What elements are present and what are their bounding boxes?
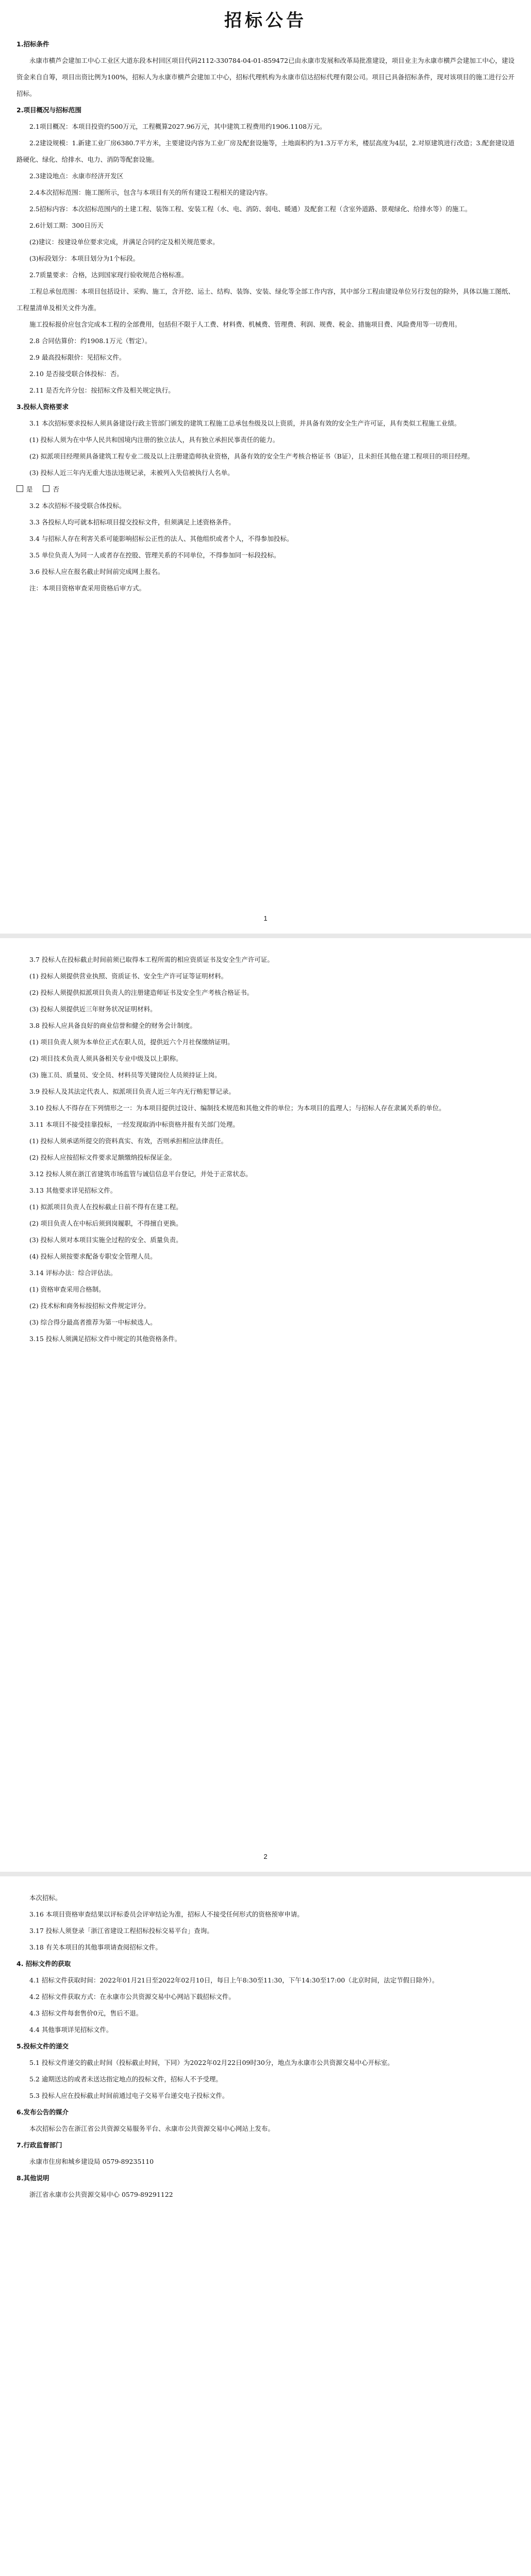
contracting-scope: 工程总承包范围：本项目包括设计、采购、施工，含开挖、运土、结构、装饰、安装、绿化等全部工作内容，其中部分工程由建设单位另行发包的除外，具体以施工图纸、工程量清单及相关文件为准。 xyxy=(16,287,515,312)
tender-scope: 2.4本次招标范围：施工图所示，包含与本项目有关的所有建设工程相关的建设内容。 xyxy=(29,189,272,196)
paragraph-line: 3.18 有关本项目的其他事项请查阅招标文件。 xyxy=(29,1943,162,1951)
estimated-contract-price: 2.8 合同估算价：约1908.1万元（暂定）。 xyxy=(29,337,152,345)
joint-bid: 2.10 是否接受联合体投标：否。 xyxy=(29,370,123,378)
section-3-heading: 3.投标人资格要求 xyxy=(16,403,69,411)
max-bid-price: 2.9 最高投标限价：见招标文件。 xyxy=(29,353,126,361)
paragraph-line: (3) 施工员、质量员、安全员、材料员等关键岗位人员须持证上岗。 xyxy=(29,1071,221,1079)
page-1-content xyxy=(16,8,515,597)
section-8-heading: 8.其他说明 xyxy=(16,2174,49,2182)
lot-division: (3)标段划分：本项目划分为1个标段。 xyxy=(29,255,140,262)
section-7-line: 永康市住房和城乡建设局 0579-89235110 xyxy=(29,2158,154,2165)
paragraph-line: 3.12 投标人须在浙江省建筑市场监管与诚信信息平台登记，并处于正常状态。 xyxy=(29,1170,252,1178)
page-number: 1 xyxy=(263,914,268,922)
construction-suggestion: (2)建议：按建设单位要求完成，并满足合同约定及相关规范要求。 xyxy=(29,238,219,246)
paragraph-line: (2) 项目负责人在中标后须到岗履职，不得擅自更换。 xyxy=(29,1219,182,1227)
paragraph-line: (1) 投标人须承诺所提交的资料真实、有效，否则承担相应法律责任。 xyxy=(29,1137,228,1145)
planned-duration: 2.6计划工期：300日历天 xyxy=(29,222,104,229)
paragraph-line: 3.17 投标人须登录「浙江省建设工程招标投标交易平台」查询。 xyxy=(29,1927,213,1935)
qualification-item-2: (2) 拟派项目经理须具备建筑工程专业二级及以上注册建造师执业资格，具备有效的安全生产考核合格证书（B证），且未担任其他在建工程项目的项目经理。 xyxy=(29,452,474,460)
yes-checkbox[interactable] xyxy=(16,485,23,492)
paragraph-line: 3.14 评标办法：综合评估法。 xyxy=(29,1269,117,1277)
paragraph-line: (3) 综合得分最高者推荐为第一中标候选人。 xyxy=(29,1318,157,1326)
section-8-line: 浙江省永康市公共资源交易中心 0579-89291122 xyxy=(29,2191,173,2198)
paragraph-line: 3.13 其他要求详见招标文件。 xyxy=(29,1187,117,1194)
page-3-content xyxy=(16,1890,515,2203)
qualification-3-5: 3.5 单位负责人为同一人或者存在控股、管理关系的不同单位，不得参加同一标段投标。 xyxy=(29,551,280,559)
qualification-3-3: 3.3 各投标人均可就本招标项目提交投标文件，但须满足上述资格条件。 xyxy=(29,518,235,526)
section-6-line: 本次招标公告在浙江省公共资源交易服务平台、永康市公共资源交易中心网站上发布。 xyxy=(29,2125,275,2132)
paragraph-line: (2) 技术标和商务标按招标文件规定评分。 xyxy=(29,1302,151,1310)
tender-content: 2.5招标内容：本次招标范围内的土建工程、装饰工程、安装工程（水、电、消防、弱电、暖通）及配套工程（含室外道路、景观绿化、给排水等）的施工。 xyxy=(29,205,472,213)
note: 注：本项目资格审查采用资格后审方式。 xyxy=(29,584,146,592)
section-4-heading: 4. 招标文件的获取 xyxy=(16,1960,71,1968)
paragraph-line: (4) 投标人须按要求配备专职安全管理人员。 xyxy=(29,1252,157,1260)
section-8-lines xyxy=(16,2187,515,2203)
paragraph-line: (2) 项目技术负责人须具备相关专业中级及以上职称。 xyxy=(29,1055,182,1062)
section-6-heading: 6.发布公告的媒介 xyxy=(16,2108,69,2116)
qualification-3-4: 3.4 与招标人存在利害关系可能影响招标公正性的法人、其他组织或者个人，不得参加投标。 xyxy=(29,535,293,543)
qualification-3-6: 3.6 投标人应在报名截止时间前完成网上报名。 xyxy=(29,568,164,575)
section-5-lines xyxy=(16,2055,515,2104)
section-7-lines xyxy=(16,2154,515,2170)
section-4-line: 4.4 其他事项详见招标文件。 xyxy=(29,2026,113,2033)
page-1 xyxy=(0,0,531,934)
bid-price-scope: 施工投标报价应包含完成本工程的全部费用，包括但不限于人工费、材料费、机械费、管理费、利润、规费、税金、措施项目费、风险费用等一切费用。 xyxy=(29,320,461,328)
paragraph-line: 3.11 本项目不接受挂靠投标，一经发现取消中标资格并报有关部门处理。 xyxy=(29,1121,239,1128)
paragraph-line: (2) 投标人须提供拟派项目负责人的注册建造师证书及安全生产考核合格证书。 xyxy=(29,989,254,996)
paragraph-line: (1) 投标人须提供营业执照、资质证书、安全生产许可证等证明材料。 xyxy=(29,972,228,980)
section-1-heading: 1.招标条件 xyxy=(16,40,49,48)
paragraph-line: (3) 投标人须对本项目实施全过程的安全、质量负责。 xyxy=(29,1236,182,1244)
no-checkbox[interactable] xyxy=(43,485,49,492)
qualification-item-3: (3) 投标人近三年内无重大违法违规记录，未被列入失信被执行人名单。 xyxy=(29,469,234,477)
page-2 xyxy=(0,938,531,1872)
no-label: 否 xyxy=(53,485,59,493)
project-overview: 2.1项目概况：本项目投资约500万元，工程概算2027.96万元，其中建筑工程费用约1906.1108万元。 xyxy=(29,123,326,130)
paragraph-line: (1) 资格审查采用合格制。 xyxy=(29,1285,105,1293)
page-number: 2 xyxy=(263,1853,268,1860)
section-7-heading: 7.行政监督部门 xyxy=(16,2141,62,2149)
qualification-3-2: 3.2 本次招标不接受联合体投标。 xyxy=(29,502,126,510)
page-divider xyxy=(0,934,531,938)
paragraph-line: (3) 投标人须提供近三年财务状况证明材料。 xyxy=(29,1005,157,1013)
yes-label: 是 xyxy=(26,485,33,493)
paragraph-line: 本次招标。 xyxy=(29,1894,62,1902)
section-4-lines xyxy=(16,1972,515,2038)
page-divider xyxy=(0,1872,531,1876)
paragraph-line: 3.8 投标人应具备良好的商业信誉和健全的财务会计制度。 xyxy=(29,1022,196,1029)
paragraph-line: 3.16 本项目资格审查结果以评标委员会评审结论为准，招标人不接受任何形式的资格预审申请。 xyxy=(29,1910,304,1918)
document-title: 招标公告 xyxy=(224,10,307,31)
paragraph-line: 3.7 投标人在投标截止时间前须已取得本工程所需的相应资质证书及安全生产许可证。 xyxy=(29,956,274,963)
section-6-lines xyxy=(16,2121,515,2137)
paragraph-line: 3.15 投标人须满足招标文件中规定的其他资格条件。 xyxy=(29,1335,181,1343)
qualification-item-1: (1) 投标人须为在中华人民共和国境内注册的独立法人，具有独立承担民事责任的能力。 xyxy=(29,436,279,444)
joint-bid-choice xyxy=(16,481,515,498)
paragraph-line: (1) 项目负责人须为本单位正式在职人员，提供近六个月社保缴纳证明。 xyxy=(29,1038,234,1046)
page-3-lines xyxy=(16,1890,515,1956)
paragraph-line: (1) 拟派项目负责人在投标截止日前不得有在建工程。 xyxy=(29,1203,182,1211)
section-5-heading: 5.投标文件的递交 xyxy=(16,2042,69,2050)
section-5-line: 5.3 投标人应在投标截止时间前通过电子交易平台递交电子投标文件。 xyxy=(29,2092,229,2099)
section-5-line: 5.1 投标文件递交的截止时间（投标截止时间，下同）为2022年02月22日09时30分，地点为永康市公共资源交易中心开标室。 xyxy=(29,2059,394,2066)
section-4-line: 4.3 招标文件每套售价0元，售后不退。 xyxy=(29,2009,143,2017)
paragraph-line: (2) 投标人应按招标文件要求足额缴纳投标保证金。 xyxy=(29,1154,176,1161)
project-location: 2.3建设地点：永康市经济开发区 xyxy=(29,172,124,180)
paragraph-line: 3.10 投标人不得存在下列情形之一：为本项目提供过设计、编制技术规范和其他文件的单位；为本项目的监理人；与招标人存在隶属关系的单位。 xyxy=(29,1104,445,1112)
section-1-body: 永康市横芦会建加工中心工业区大道东段本村回区项目代码2112-330784-04-01-859472已由永康市发展和改革局批准建设，项目业主为永康市横芦会建加工中心，建设资金来自自筹，项目出资比例为100%，招标人为永康市横芦会建加工中心，招标代理机构为永康市信达招标代理有限公司。项目已具备招标条件，现对该项目的施工进行公开招标。 xyxy=(16,57,515,97)
qualification-3-1: 3.1 本次招标要求投标人须具备建设行政主管部门颁发的建筑工程施工总承包叁级及以上资质，并具备有效的安全生产许可证，具有类似工程施工业绩。 xyxy=(29,419,461,427)
section-5-line: 5.2 逾期送达的或者未送达指定地点的投标文件，招标人不予受理。 xyxy=(29,2075,222,2083)
page-3 xyxy=(0,1876,531,2576)
page-2-content xyxy=(16,952,515,1347)
subcontracting: 2.11 是否允许分包：按招标文件及相关规定执行。 xyxy=(29,386,175,394)
section-4-line: 4.1 招标文件获取时间：2022年01月21日至2022年02月10日，每日上午8:30至11:30，下午14:30至17:00（北京时间，法定节假日除外）。 xyxy=(29,1976,439,1984)
paragraph-line: 3.9 投标人及其法定代表人、拟派项目负责人近三年内无行贿犯罪记录。 xyxy=(29,1088,235,1095)
project-scale: 2.2建设规模：1.新建工业厂房6380.7平方米，主要建设内容为工业厂房及配套设施等，土地面积约为1.3万平方米，楼层高度为4层，2.对原建筑进行改造；3.配套建设道路硬化、绿化、给排水、电力、消防等配套设施。 xyxy=(16,139,515,163)
section-4-line: 4.2 招标文件获取方式：在永康市公共资源交易中心网站下载招标文件。 xyxy=(29,1993,235,2001)
quality-requirement: 2.7质量要求：合格，达到国家现行验收规范合格标准。 xyxy=(29,271,188,279)
section-2-heading: 2.项目概况与招标范围 xyxy=(16,106,81,114)
